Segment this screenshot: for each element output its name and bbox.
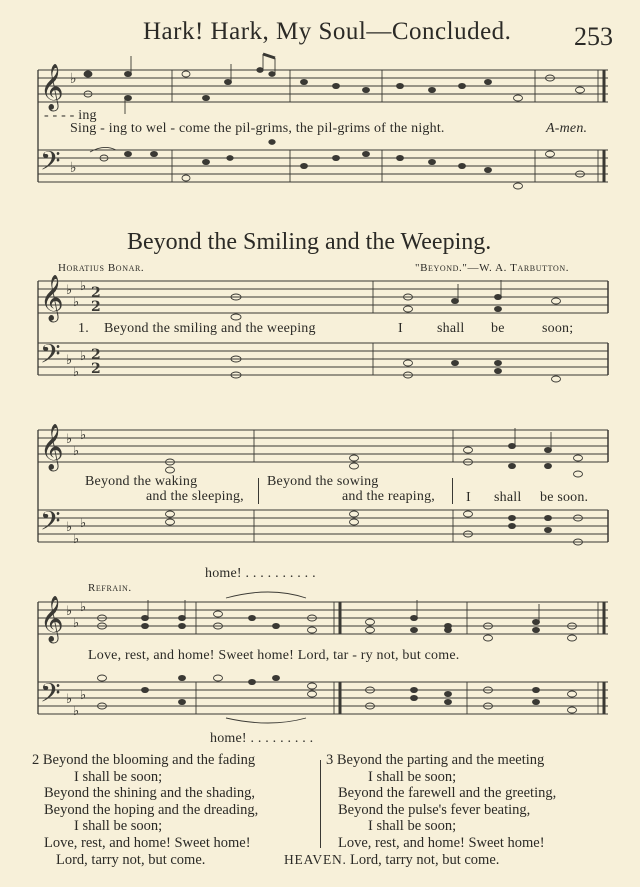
stanza-3-number: 3	[326, 752, 334, 768]
system1-lyric-line: Sing - ing to wel - come the pil-grims, the pil-grims of the night.	[70, 121, 445, 136]
system4-lyric-line: Love, rest, and home! Sweet home! Lord, tar - ry not, but come.	[88, 648, 460, 663]
stanza-line: Beyond the blooming and the fading	[42, 752, 256, 768]
stanza-line: Beyond the parting and the meeting	[336, 752, 545, 768]
amen-lyric: A-men.	[546, 121, 588, 136]
bass-clef-icon: 𝄢	[40, 145, 61, 183]
system2-word-shall: shall	[437, 321, 465, 336]
svg-text:♭: ♭	[73, 444, 80, 459]
treble-clef-icon: 𝄞	[40, 64, 64, 110]
stanza-line: I shall be soon;	[74, 768, 163, 785]
svg-text:♭: ♭	[66, 692, 73, 707]
system2-word-i: I	[398, 321, 403, 336]
home-dots-bottom: home! . . . . . . . . .	[210, 731, 314, 746]
svg-text:♭: ♭	[80, 688, 87, 703]
svg-text:2: 2	[91, 285, 101, 301]
svg-text:♭: ♭	[73, 532, 80, 547]
svg-text:♭: ♭	[66, 432, 73, 447]
home-dots-top: home! . . . . . . . . . .	[205, 566, 316, 581]
svg-text:♭: ♭	[73, 295, 80, 310]
svg-text:♭: ♭	[73, 616, 80, 631]
stanza-2	[32, 752, 258, 868]
svg-text:𝄞: 𝄞	[40, 596, 64, 642]
svg-text:2: 2	[91, 361, 101, 377]
svg-text:𝄢: 𝄢	[40, 338, 61, 376]
svg-text:2: 2	[91, 347, 101, 363]
svg-text:♭: ♭	[80, 279, 87, 294]
svg-text:♭: ♭	[80, 428, 87, 443]
lyric-and-reaping: and the reaping,	[342, 489, 435, 504]
stanza-line: Beyond the farewell and the greeting,	[338, 785, 557, 802]
svg-text:𝄢: 𝄢	[40, 677, 61, 715]
svg-text:𝄞: 𝄞	[40, 424, 64, 470]
lyric-and-sleeping: and the sleeping,	[146, 489, 244, 504]
svg-text:♭: ♭	[73, 365, 80, 380]
stanza-number-1: 1.	[78, 321, 89, 336]
system3-word-i: I	[466, 490, 471, 505]
svg-text:♭: ♭	[66, 353, 73, 368]
svg-text:♭: ♭	[80, 600, 87, 615]
lyric-divider	[258, 478, 259, 504]
system3-word-be-soon: be soon.	[540, 490, 589, 505]
svg-text:♭: ♭	[66, 283, 73, 298]
system2-word-be: be	[491, 321, 505, 336]
hymn-tune: "Beyond."—W. A. Tarbutton.	[415, 262, 570, 274]
svg-text:𝄢: 𝄢	[40, 505, 61, 543]
lyric-divider	[452, 478, 453, 504]
hymn-author: Horatius Bonar.	[58, 262, 145, 274]
stanza-line: I shall be soon;	[368, 818, 457, 835]
svg-text:♭: ♭	[80, 349, 87, 364]
stanza-line: Beyond the hoping and the dreading,	[44, 801, 259, 818]
svg-text:𝄞: 𝄞	[40, 275, 64, 321]
stanza-line: Beyond the shining and the shading,	[44, 785, 256, 802]
stanza-line: Love, rest, and home! Sweet home!	[44, 834, 251, 851]
svg-text:♭: ♭	[73, 704, 80, 719]
svg-text:♭: ♭	[80, 516, 87, 531]
stanza-2-number: 2	[32, 752, 40, 768]
stanza-line: I shall be soon;	[74, 818, 163, 835]
lyric-beyond-waking: Beyond the waking	[85, 474, 198, 489]
ing-dashes: - - - - ing	[44, 108, 97, 123]
system2-lyric-line: Beyond the smiling and the weeping	[104, 321, 316, 336]
stanza-3	[326, 752, 556, 868]
stanza-divider	[320, 760, 321, 848]
section-footer: HEAVEN.	[284, 852, 347, 867]
svg-text:♭: ♭	[70, 160, 77, 176]
refrain-label: Refrain.	[88, 582, 132, 594]
lyric-beyond-sowing: Beyond the sowing	[267, 474, 379, 489]
stanza-line: I shall be soon;	[368, 768, 457, 785]
system3-word-shall: shall	[494, 490, 522, 505]
stanza-line: Love, rest, and home! Sweet home!	[338, 834, 545, 851]
hymn-title: Beyond the Smiling and the Weeping.	[127, 229, 492, 255]
stanza-line: Lord, tarry not, but come.	[56, 851, 206, 868]
svg-text:2: 2	[91, 299, 101, 315]
stanza-line: Lord, tarry not, but come.	[350, 851, 500, 868]
svg-text:♭: ♭	[70, 71, 77, 87]
svg-text:♭: ♭	[66, 604, 73, 619]
svg-text:♭: ♭	[66, 520, 73, 535]
page-number: 253	[574, 22, 613, 51]
system2-word-soon: soon;	[542, 321, 574, 336]
stanza-line: Beyond the pulse's fever beating,	[338, 801, 531, 818]
system-1-bass-staff	[38, 150, 608, 182]
running-title: Hark! Hark, My Soul—Concluded.	[143, 18, 512, 45]
